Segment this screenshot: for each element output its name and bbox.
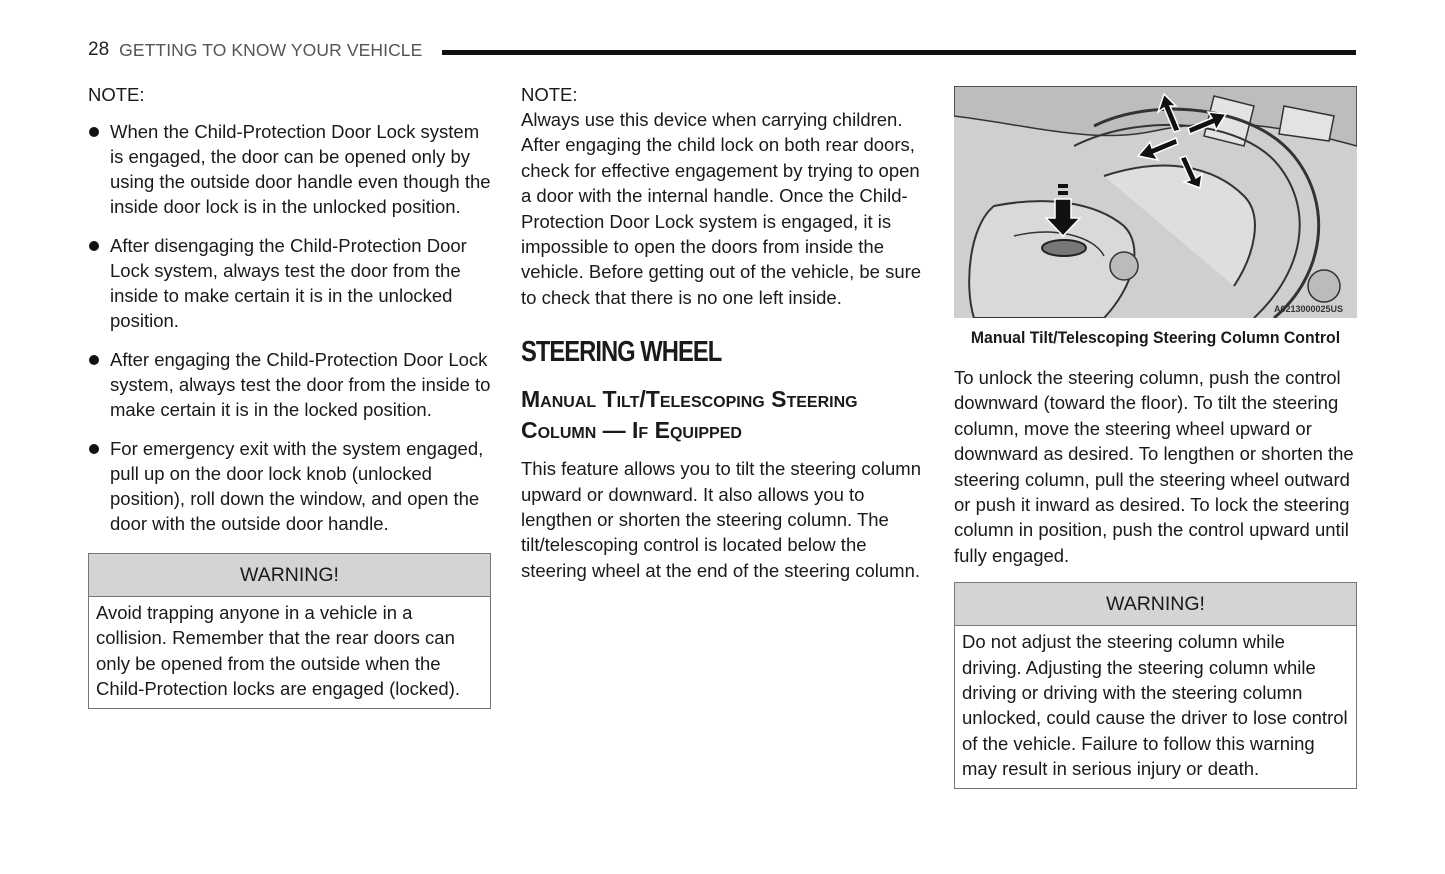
steering-column-drawing (954, 86, 1357, 318)
instructions-paragraph: To unlock the steering column, push the control downward (toward the floor). To tilt the steering column, move the steering wheel upward or downward as desired. To lengthen or shorten the steering column, pull the steering wheel outward or push it inward as desired. To lock the steering column in position, push the control upward until fully engaged. (954, 367, 1354, 566)
bullet-icon (89, 241, 99, 251)
page-header (88, 38, 1356, 62)
bullet-text: After disengaging the Child-Protection Door Lock system, always test the door from the inside to make certain it is in the unlocked position. (110, 235, 467, 331)
warning-box (88, 553, 491, 709)
warning-text: Do not adjust the steering column while driving. Adjusting the steering column while driving or driving with the steering column unlocked, could cause the driver to lose control of the vehicle. Failure to follow this warning may result in serious injury or death. (962, 631, 1348, 780)
bullet-item (88, 347, 491, 422)
bullet-item (88, 436, 491, 536)
column-right (954, 82, 1357, 789)
bullet-item (88, 119, 491, 219)
note-label: NOTE: (521, 84, 578, 105)
subsection-heading: Manual Tilt/Telescoping Steering Column — If Equipped (521, 386, 858, 444)
figure-caption: Manual Tilt/Telescoping Steering Column Control (970, 328, 1341, 347)
section-heading: STEERING WHEEL (521, 336, 722, 369)
note-label: NOTE: (88, 84, 145, 105)
bullet-icon (89, 127, 99, 137)
warning-text: Avoid trapping anyone in a vehicle in a collision. Remember that the rear doors can only be opened from the outside when the Child-Protection locks are engaged (locked). (96, 602, 461, 700)
note-text: Always use this device when carrying children. After engaging the child lock on both rear doors, check for effective engagement by trying to open a door with the internal handle. Once the Child-Protection Door Lock system is engaged, it is impossible to open the doors from inside the vehicle. Before getting out of the vehicle, be sure to check that there is no one left inside. (521, 109, 922, 308)
bullet-icon (89, 444, 99, 454)
page-number: 28 (88, 39, 110, 60)
bullet-text: After engaging the Child-Protection Door Lock system, always test the door from the inside to make certain it is in the locked position. (110, 349, 491, 420)
steering-column-illustration (954, 86, 1357, 318)
bullet-text: For emergency exit with the system engaged, pull up on the door lock knob (unlocked position), roll down the window, and open the door with the outside door handle. (110, 438, 484, 534)
bullet-text: When the Child-Protection Door Lock system is engaged, the door can be opened only by using the outside door handle even though the inside door lock is in the unlocked position. (110, 121, 491, 217)
column-left (88, 82, 491, 709)
column-middle (521, 82, 924, 583)
warning-box (954, 582, 1357, 788)
header-rule (442, 50, 1356, 55)
section-title: GETTING TO KNOW YOUR VEHICLE (119, 39, 423, 60)
bullet-icon (89, 355, 99, 365)
note-bullet-list (88, 119, 491, 536)
warning-title: WARNING! (955, 583, 1356, 626)
bullet-item (88, 233, 491, 333)
feature-paragraph: This feature allows you to tilt the steering column upward or downward. It also allows you to lengthen or shorten the steering column. The tilt/telescoping control is located below the steering wheel at the end of the steering column. (521, 458, 921, 581)
warning-title: WARNING! (89, 554, 490, 597)
figure-code: A0213000025US (1274, 304, 1344, 314)
